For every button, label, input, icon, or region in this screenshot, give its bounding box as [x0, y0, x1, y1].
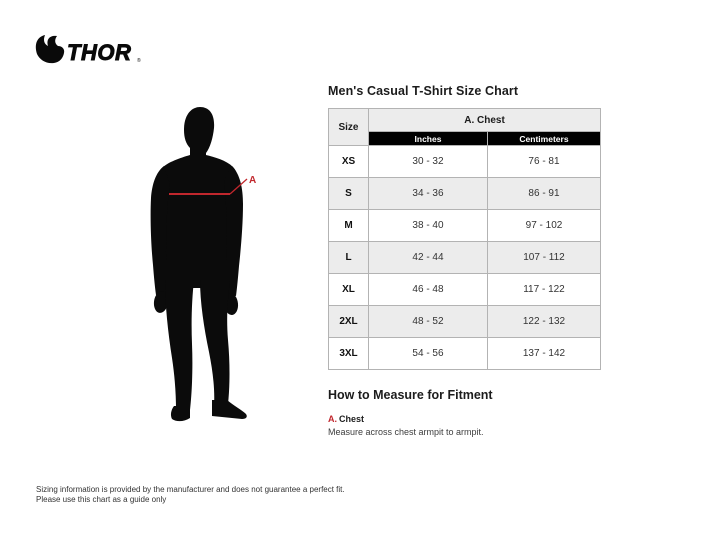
thor-logo	[34, 34, 144, 66]
size-chart-table	[328, 108, 601, 370]
inches-cell: 30 - 32	[369, 146, 488, 178]
table-row-s	[329, 178, 601, 210]
unit-header-centimeters: Centimeters	[488, 132, 601, 146]
how-to-measure-section	[328, 388, 628, 437]
size-cell: XL	[329, 274, 369, 306]
centimeters-cell: 122 - 132	[488, 306, 601, 338]
table-row-xs	[329, 146, 601, 178]
inches-cell: 42 - 44	[369, 242, 488, 274]
unit-header-inches: Inches	[369, 132, 488, 146]
table-row-2xl	[329, 306, 601, 338]
disclaimer-line-1: Sizing information is provided by the manufacturer and does not guarantee a perfect fit.	[36, 485, 345, 494]
measure-item-letter: A.	[328, 414, 337, 424]
size-cell: XS	[329, 146, 369, 178]
how-to-measure-title: How to Measure for Fitment	[328, 388, 493, 402]
size-cell: S	[329, 178, 369, 210]
centimeters-cell: 97 - 102	[488, 210, 601, 242]
centimeters-cell: 117 - 122	[488, 274, 601, 306]
size-cell: L	[329, 242, 369, 274]
centimeters-cell: 76 - 81	[488, 146, 601, 178]
inches-cell: 38 - 40	[369, 210, 488, 242]
unit-header-row	[329, 132, 601, 146]
sizing-disclaimer	[36, 485, 345, 505]
disclaimer-line-2: Please use this chart as a guide only	[36, 495, 167, 504]
table-row-xl	[329, 274, 601, 306]
measure-item-heading	[328, 414, 628, 424]
centimeters-cell: 107 - 112	[488, 242, 601, 274]
measurement-header-cell: A. Chest	[369, 109, 601, 132]
inches-cell: 48 - 52	[369, 306, 488, 338]
measure-item-description: Measure across chest armpit to armpit.	[328, 427, 484, 437]
thor-horns-icon	[36, 35, 64, 63]
size-cell: M	[329, 210, 369, 242]
thor-logo-svg	[34, 34, 144, 66]
male-silhouette	[151, 107, 247, 421]
inches-cell: 54 - 56	[369, 338, 488, 370]
size-chart-title: Men's Casual T-Shirt Size Chart	[328, 84, 519, 98]
size-chart-section	[328, 84, 600, 370]
table-row-l	[329, 242, 601, 274]
table-row-m	[329, 210, 601, 242]
registered-mark: ®	[137, 58, 141, 64]
silhouette-svg	[120, 100, 320, 430]
size-header-cell: Size	[329, 109, 369, 146]
table-row-3xl	[329, 338, 601, 370]
chest-measurement-label-a: A	[249, 175, 257, 186]
thor-logo-text: THOR	[67, 40, 132, 65]
inches-cell: 46 - 48	[369, 274, 488, 306]
size-cell: 2XL	[329, 306, 369, 338]
centimeters-cell: 86 - 91	[488, 178, 601, 210]
centimeters-cell: 137 - 142	[488, 338, 601, 370]
body-silhouette-figure	[120, 100, 320, 430]
header-row	[329, 109, 601, 132]
measure-item-name: Chest	[339, 414, 365, 424]
size-cell: 3XL	[329, 338, 369, 370]
inches-cell: 34 - 36	[369, 178, 488, 210]
